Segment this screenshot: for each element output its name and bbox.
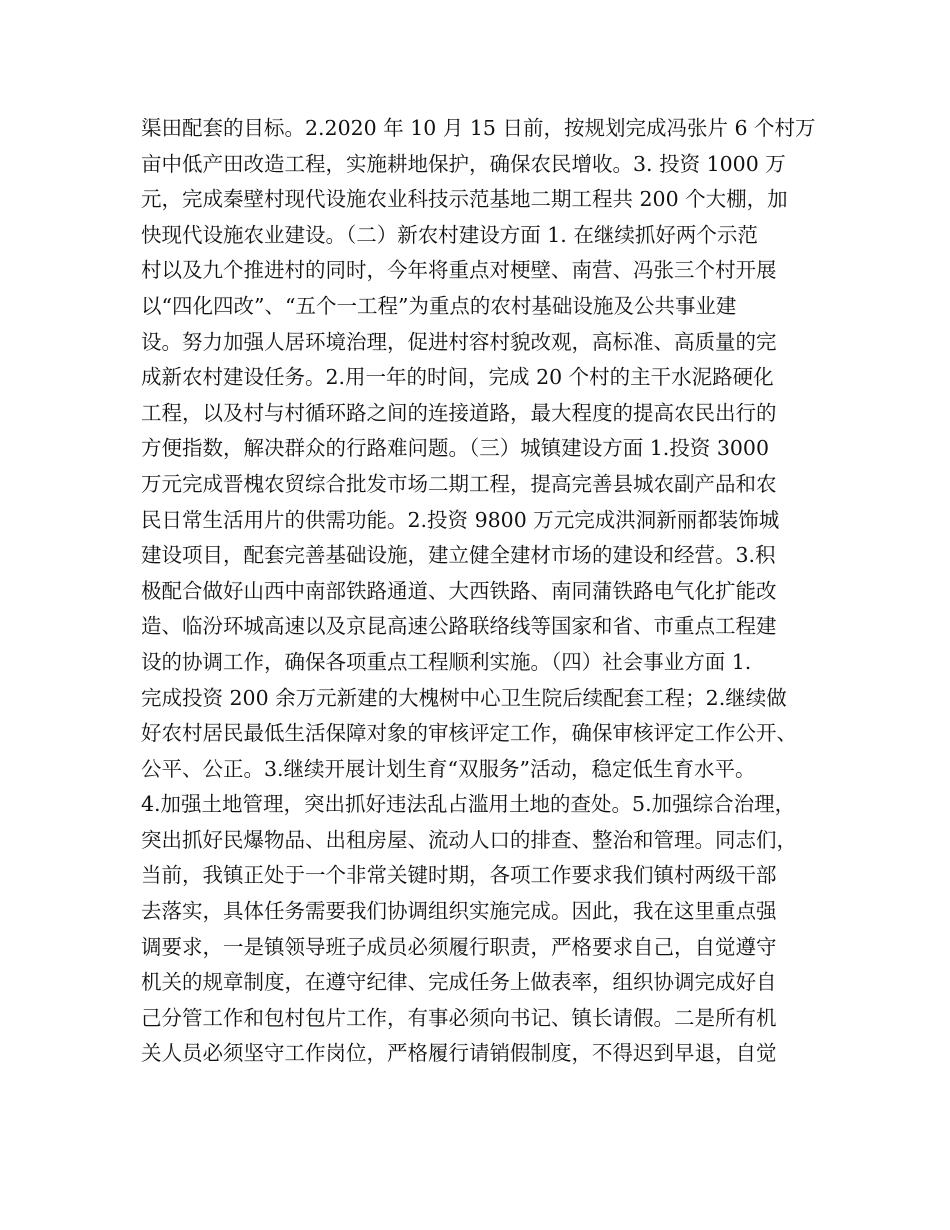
text-line: 民日常生活用片的供需功能。2.投资 9800 万元完成洪洞新丽都装饰城 <box>141 507 780 532</box>
text-line: 渠田配套的目标。2.2020 年 10 月 15 日前，按规划完成冯张片 6 个村万 <box>141 116 816 140</box>
text-line: 关人员必须坚守工作岗位，严格履行请销假制度，不得迟到早退，自觉 <box>141 1041 777 1066</box>
text-line: 4.加强土地管理，突出抓好违法乱占滥用土地的查处。5.加强综合治理， <box>141 792 796 817</box>
text-line: 好农村居民最低生活保障对象的审核评定工作，确保审核评定工作公开、 <box>141 721 797 746</box>
text-line: 造、临汾环城高速以及京昆高速公路联络线等国家和省、市重点工程建 <box>141 614 777 639</box>
body-text <box>141 111 817 1072</box>
text-line: 方便指数，解决群众的行路难问题。（三）城镇建设方面 1.投资 3000 <box>141 436 770 461</box>
text-line: 调要求，一是镇领导班子成员必须履行职责，严格要求自己，自觉遵守 <box>141 934 777 959</box>
text-line: 突出抓好民爆物品、出租房屋、流动人口的排查、整治和管理。同志们， <box>141 827 797 852</box>
text-line: 工程，以及村与村循环路之间的连接道路，最大程度的提高农民出行的 <box>141 400 777 425</box>
text-line: 村以及九个推进村的同时，今年将重点对梗壁、南营、冯张三个村开展 <box>141 258 777 283</box>
text-line: 设。努力加强人居环境治理，促进村容村貌改观，高标准、高质量的完 <box>141 329 777 354</box>
text-line: 以“四化四改”、“五个一工程”为重点的农村基础设施及公共事业建 <box>141 293 737 318</box>
text-line: 机关的规章制度，在遵守纪律、完成任务上做表率，组织协调完成好自 <box>141 970 777 995</box>
text-line: 万元完成晋槐农贸综合批发市场二期工程，提高完善县城农副产品和农 <box>141 471 777 496</box>
text-line: 当前，我镇正处于一个非常关键时期，各项工作要求我们镇村两级干部 <box>141 863 777 888</box>
text-line: 极配合做好山西中南部铁路通道、大西铁路、南同蒲铁路电气化扩能改 <box>141 578 777 603</box>
text-line: 元，完成秦壁村现代设施农业科技示范基地二期工程共 200 个大棚，加 <box>141 187 788 212</box>
text-line: 亩中低产田改造工程，实施耕地保护，确保农民增收。3. 投资 1000 万 <box>141 151 786 176</box>
text-line: 设的协调工作，确保各项重点工程顺利实施。（四）社会事业方面 1. <box>141 649 752 674</box>
text-line: 建设项目，配套完善基础设施，建立健全建材市场的建设和经营。3.积 <box>141 543 776 568</box>
text-line: 成新农村建设任务。2.用一年的时间，完成 20 个村的主干水泥路硬化 <box>141 365 774 390</box>
text-line: 完成投资 200 余万元新建的大槐树中心卫生院后续配套工程；2.继续做 <box>141 685 787 710</box>
text-line: 去落实，具体任务需要我们协调组织实施完成。因此，我在这里重点强 <box>141 899 777 924</box>
text-line: 公平、公正。3.继续开展计划生育“双服务”活动，稳定低生育水平。 <box>141 756 756 781</box>
text-line: 己分管工作和包村包片工作，有事必须向书记、镇长请假。二是所有机 <box>141 1005 777 1030</box>
text-line: 快现代设施农业建设。（二）新农村建设方面 1. 在继续抓好两个示范 <box>141 222 758 247</box>
